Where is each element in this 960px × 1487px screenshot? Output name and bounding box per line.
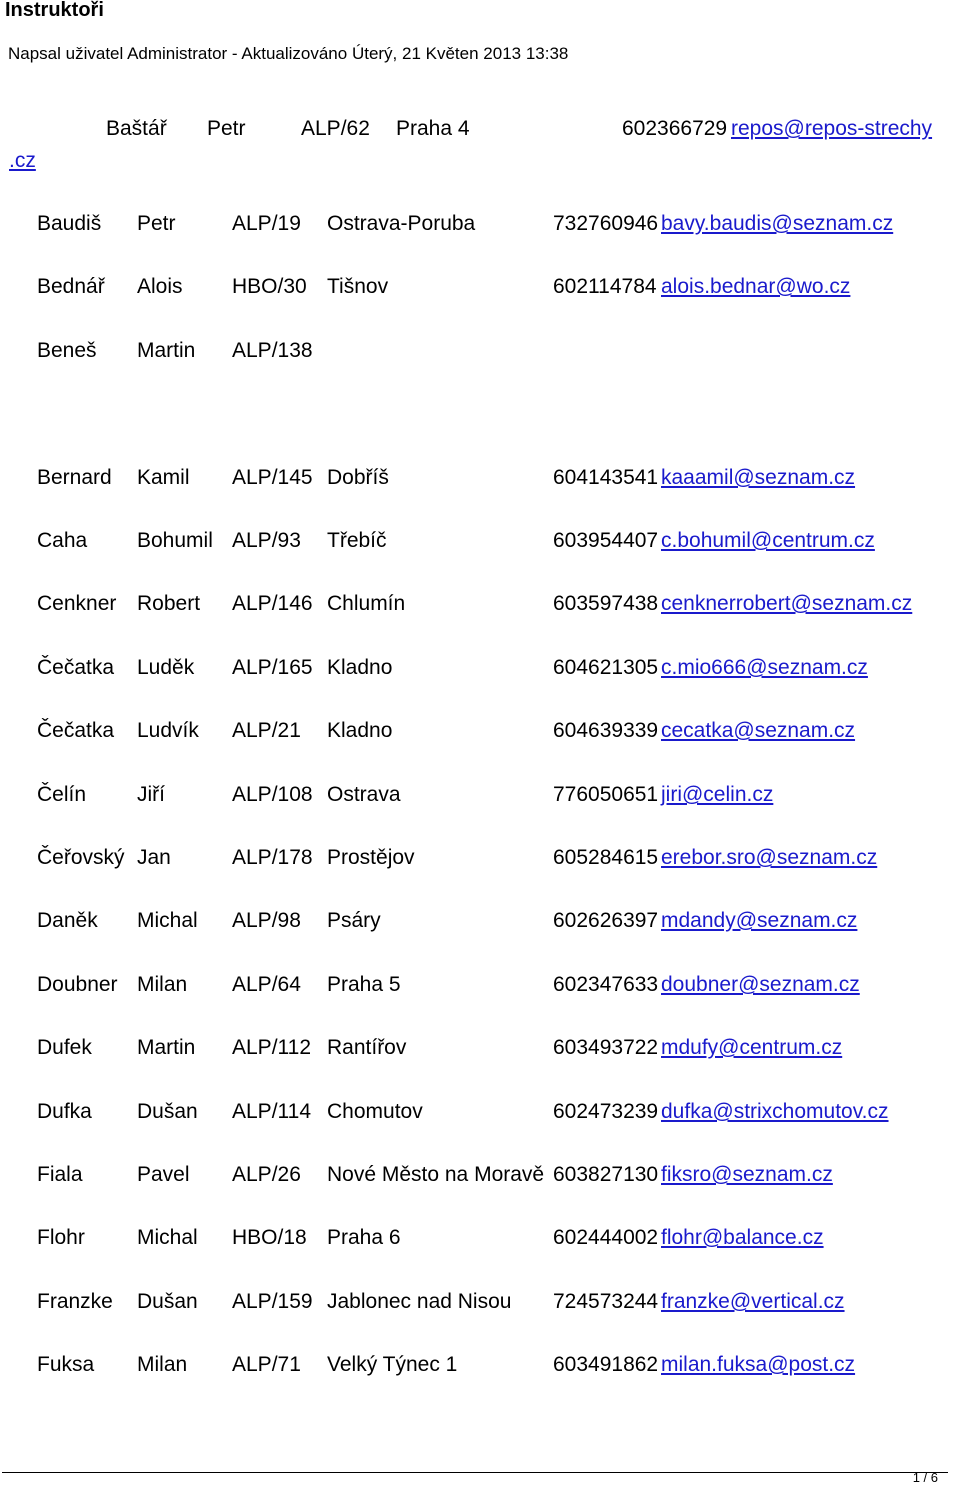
email-link[interactable]: bavy.baudis@seznam.cz [661, 212, 894, 235]
cell-city: Jablonec nad Nisou [327, 1290, 512, 1313]
cell-license: ALP/138 [232, 339, 313, 362]
byline: Napsal uživatel Administrator - Aktualizováno Úterý, 21 Květen 2013 13:38 [8, 44, 569, 63]
email-link[interactable]: milan.fuksa@post.cz [661, 1353, 856, 1376]
email-link[interactable]: franzke@vertical.cz [661, 1290, 845, 1313]
cell-city: Velký Týnec 1 [327, 1353, 458, 1376]
cell-phone: 605284615 [553, 846, 659, 869]
cell-name: Michal [137, 909, 198, 932]
email-link[interactable]: flohr@balance.cz [661, 1226, 824, 1249]
cell-city: Praha 5 [327, 973, 401, 996]
cell-surname: Fiala [37, 1163, 83, 1186]
cell-surname: Cenkner [37, 592, 117, 615]
cell-surname: Fuksa [37, 1353, 95, 1376]
cell-name: Kamil [137, 466, 190, 489]
cell-name: Martin [137, 339, 196, 362]
email-link[interactable]: doubner@seznam.cz [661, 973, 860, 996]
cell-surname: Čelín [37, 783, 87, 806]
cell-license: ALP/146 [232, 592, 313, 615]
cell-city: Ostrava [327, 783, 401, 806]
cell-surname: Doubner [37, 973, 118, 996]
cell-surname: Čečatka [37, 656, 115, 679]
email-link[interactable]: dufka@strixchomutov.cz [661, 1100, 889, 1123]
cell-name: Dušan [137, 1100, 198, 1123]
cell-surname: Flohr [37, 1226, 85, 1249]
cell-city: Ostrava-Poruba [327, 212, 476, 235]
cell-license: ALP/145 [232, 466, 313, 489]
cell-license: ALP/71 [232, 1353, 301, 1376]
cell-surname: Baudiš [37, 212, 102, 235]
email-link[interactable]: alois.bednar@wo.cz [661, 275, 851, 298]
cell-surname: Beneš [37, 339, 97, 362]
email-link[interactable]: .cz [9, 149, 36, 172]
cell-surname: Caha [37, 529, 88, 552]
cell-name: Milan [137, 1353, 188, 1376]
cell-city: Chlumín [327, 592, 406, 615]
email-link[interactable]: cenknerrobert@seznam.cz [661, 592, 913, 615]
cell-phone: 603827130 [553, 1163, 659, 1186]
cell-phone: 603493722 [553, 1036, 659, 1059]
cell-phone: 602444002 [553, 1226, 659, 1249]
cell-name: Pavel [137, 1163, 190, 1186]
cell-name: Petr [207, 117, 246, 140]
cell-surname: Franzke [37, 1290, 113, 1313]
email-link[interactable]: c.bohumil@centrum.cz [661, 529, 875, 552]
cell-name: Michal [137, 1226, 198, 1249]
cell-name: Luděk [137, 656, 195, 679]
cell-surname: Daněk [37, 909, 98, 932]
cell-name: Martin [137, 1036, 196, 1059]
cell-name: Robert [137, 592, 201, 615]
email-link[interactable]: repos@repos-strechy [731, 117, 933, 140]
cell-surname: Bednář [37, 275, 105, 298]
cell-city: Kladno [327, 656, 393, 679]
page-title: Instruktoři [5, 0, 104, 21]
cell-phone: 724573244 [553, 1290, 659, 1313]
cell-phone: 776050651 [553, 783, 659, 806]
cell-city: Chomutov [327, 1100, 423, 1123]
cell-phone: 603954407 [553, 529, 659, 552]
cell-license: ALP/98 [232, 909, 301, 932]
cell-license: ALP/165 [232, 656, 313, 679]
cell-surname: Bernard [37, 466, 112, 489]
cell-name: Bohumil [137, 529, 213, 552]
cell-license: ALP/159 [232, 1290, 313, 1313]
cell-name: Alois [137, 275, 183, 298]
cell-surname: Dufek [37, 1036, 92, 1059]
cell-phone: 602626397 [553, 909, 659, 932]
cell-license: ALP/26 [232, 1163, 301, 1186]
cell-name: Ludvík [137, 719, 199, 742]
cell-name: Jan [137, 846, 171, 869]
cell-phone: 602347633 [553, 973, 659, 996]
cell-surname: Čeřovský [37, 846, 125, 869]
email-link[interactable]: fiksro@seznam.cz [661, 1163, 833, 1186]
cell-license: HBO/30 [232, 275, 307, 298]
cell-phone: 603597438 [553, 592, 659, 615]
email-link[interactable]: mdufy@centrum.cz [661, 1036, 843, 1059]
cell-license: ALP/93 [232, 529, 301, 552]
cell-name: Jiří [137, 783, 165, 806]
cell-city: Psáry [327, 909, 381, 932]
cell-license: ALP/64 [232, 973, 301, 996]
cell-name: Petr [137, 212, 176, 235]
cell-surname: Čečatka [37, 719, 115, 742]
cell-city: Praha 4 [396, 117, 470, 140]
email-link[interactable]: cecatka@seznam.cz [661, 719, 856, 742]
cell-name: Milan [137, 973, 188, 996]
cell-phone: 602114784 [553, 275, 657, 298]
cell-phone: 602366729 [622, 117, 728, 140]
cell-city: Praha 6 [327, 1226, 401, 1249]
cell-license: ALP/108 [232, 783, 313, 806]
email-link[interactable]: c.mio666@seznam.cz [661, 656, 868, 679]
cell-city: Třebíč [327, 529, 387, 552]
cell-license: ALP/21 [232, 719, 301, 742]
email-link[interactable]: erebor.sro@seznam.cz [661, 846, 878, 869]
cell-city: Dobříš [327, 466, 389, 489]
cell-city: Rantířov [327, 1036, 407, 1059]
cell-surname: Baštář [106, 117, 167, 140]
email-link[interactable]: kaaamil@seznam.cz [661, 466, 856, 489]
cell-license: ALP/19 [232, 212, 301, 235]
cell-phone: 732760946 [553, 212, 659, 235]
cell-phone: 604639339 [553, 719, 659, 742]
cell-surname: Dufka [37, 1100, 92, 1123]
cell-license: HBO/18 [232, 1226, 307, 1249]
cell-phone: 604621305 [553, 656, 659, 679]
cell-license: ALP/178 [232, 846, 313, 869]
email-link[interactable]: jiri@celin.cz [661, 783, 774, 806]
cell-phone: 602473239 [553, 1100, 659, 1123]
footer-rule [2, 1472, 948, 1473]
cell-license: ALP/114 [232, 1100, 312, 1123]
page-number: 1 / 6 [912, 1470, 938, 1485]
cell-phone: 603491862 [553, 1353, 659, 1376]
cell-city: Tišnov [327, 275, 389, 298]
cell-city: Nové Město na Moravě [327, 1163, 545, 1186]
cell-license: ALP/62 [301, 117, 370, 140]
cell-name: Dušan [137, 1290, 198, 1313]
email-link[interactable]: mdandy@seznam.cz [661, 909, 858, 932]
cell-license: ALP/112 [232, 1036, 312, 1059]
cell-city: Kladno [327, 719, 393, 742]
cell-city: Prostějov [327, 846, 415, 869]
cell-phone: 604143541 [553, 466, 659, 489]
